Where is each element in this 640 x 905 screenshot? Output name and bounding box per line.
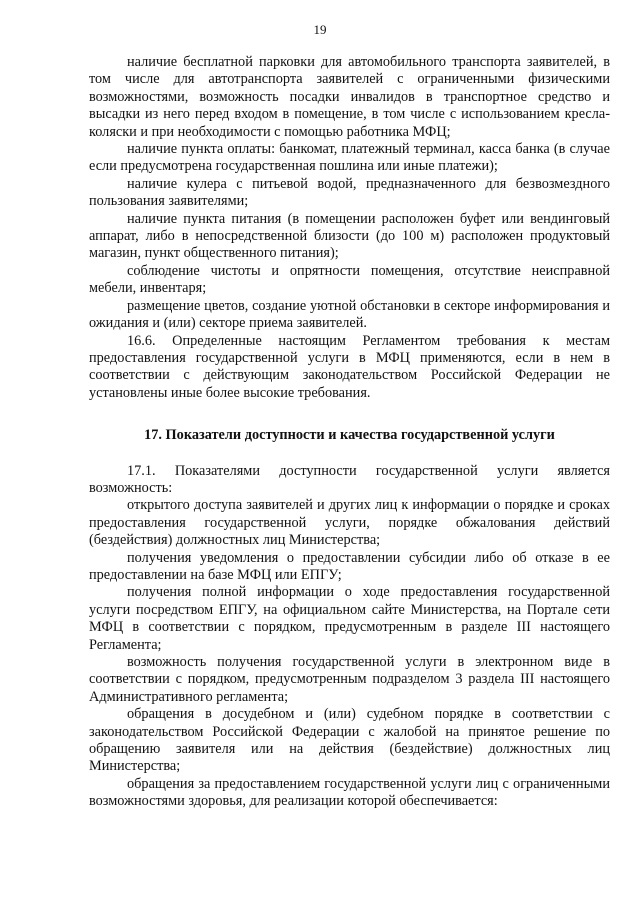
paragraph-flowers: размещение цветов, создание уютной обстановки в секторе информирования и ожидания и (или) секторе приема заявителей. [89, 297, 610, 332]
page-number: 19 [313, 22, 327, 37]
paragraph-electronic-service: возможность получения государственной услуги в электронном виде в соответствии с порядком, предусмотренным подразделом 3 раздела III настоящего Административного регламента; [89, 654, 610, 705]
paragraph-water-cooler: наличие кулера с питьевой водой, предназначенного для безвозмездного пользования заявителями; [89, 175, 610, 210]
page-content [89, 54, 610, 811]
paragraph-open-access: открытого доступа заявителей и других лиц к информации о порядке и сроках предоставления государственной услуги, порядке обжалования действий (бездействия) должностных лиц Министерства; [89, 497, 610, 549]
paragraph-payment-point: наличие пункта оплаты: банкомат, платежный терминал, касса банка (в случае если предусмотрена государственная пошлина или иные платежи); [89, 141, 610, 175]
paragraph-17-1: 17.1. Показателями доступности государственной услуги является возможность: [89, 462, 610, 496]
paragraph-notification: получения уведомления о предоставлении субсидии либо об отказе в ее предоставлении на базе МФЦ или ЕПГУ; [89, 549, 610, 583]
paragraph-disabled-persons: обращения за предоставлением государственной услуги лиц с ограниченными возможностями здоровья, для реализации которой обеспечивается: [89, 775, 610, 810]
paragraph-food-point: наличие пункта питания (в помещении расположен буфет или вендинговый аппарат, либо в непосредственной близости (до 100 м) расположен продуктовый магазин, пункт общественного питания); [89, 210, 610, 262]
paragraph-cleanliness: соблюдение чистоты и опрятности помещения, отсутствие неисправной мебели, инвентаря; [89, 262, 610, 297]
section-heading: 17. Показатели доступности и качества государственной услуги [144, 427, 555, 444]
paragraph-full-information: получения полной информации о ходе предоставления государственной услуги посредством ЕПГУ, на официальном сайте Министерства, на Портале сети МФЦ в соответствии с порядком, предусмотренным в разделе III настоящего Регламента; [89, 584, 610, 653]
paragraph-16-6: 16.6. Определенные настоящим Регламентом требования к местам предоставления государственной услуги в МФЦ применяются, если в нем в соответствии с действующим законодательством Российской Федерации не установлены иные более высокие требования. [89, 332, 610, 401]
paragraph-appeal: обращения в досудебном и (или) судебном порядке в соответствии с законодательством Российской Федерации с жалобой на принятое решение по обращению заявителя или на действия (бездействие) должностных лиц Министерства; [89, 706, 610, 775]
paragraph-parking: наличие бесплатной парковки для автомобильного транспорта заявителей, в том числе для автотранспорта заявителей с ограниченными физическими возможностями, возможность посадки инвалидов в транспортное средство и высадки из него перед входом в помещение, в том числе с использованием кресла-коляски и при необходимости с помощью работника МФЦ; [89, 54, 610, 140]
